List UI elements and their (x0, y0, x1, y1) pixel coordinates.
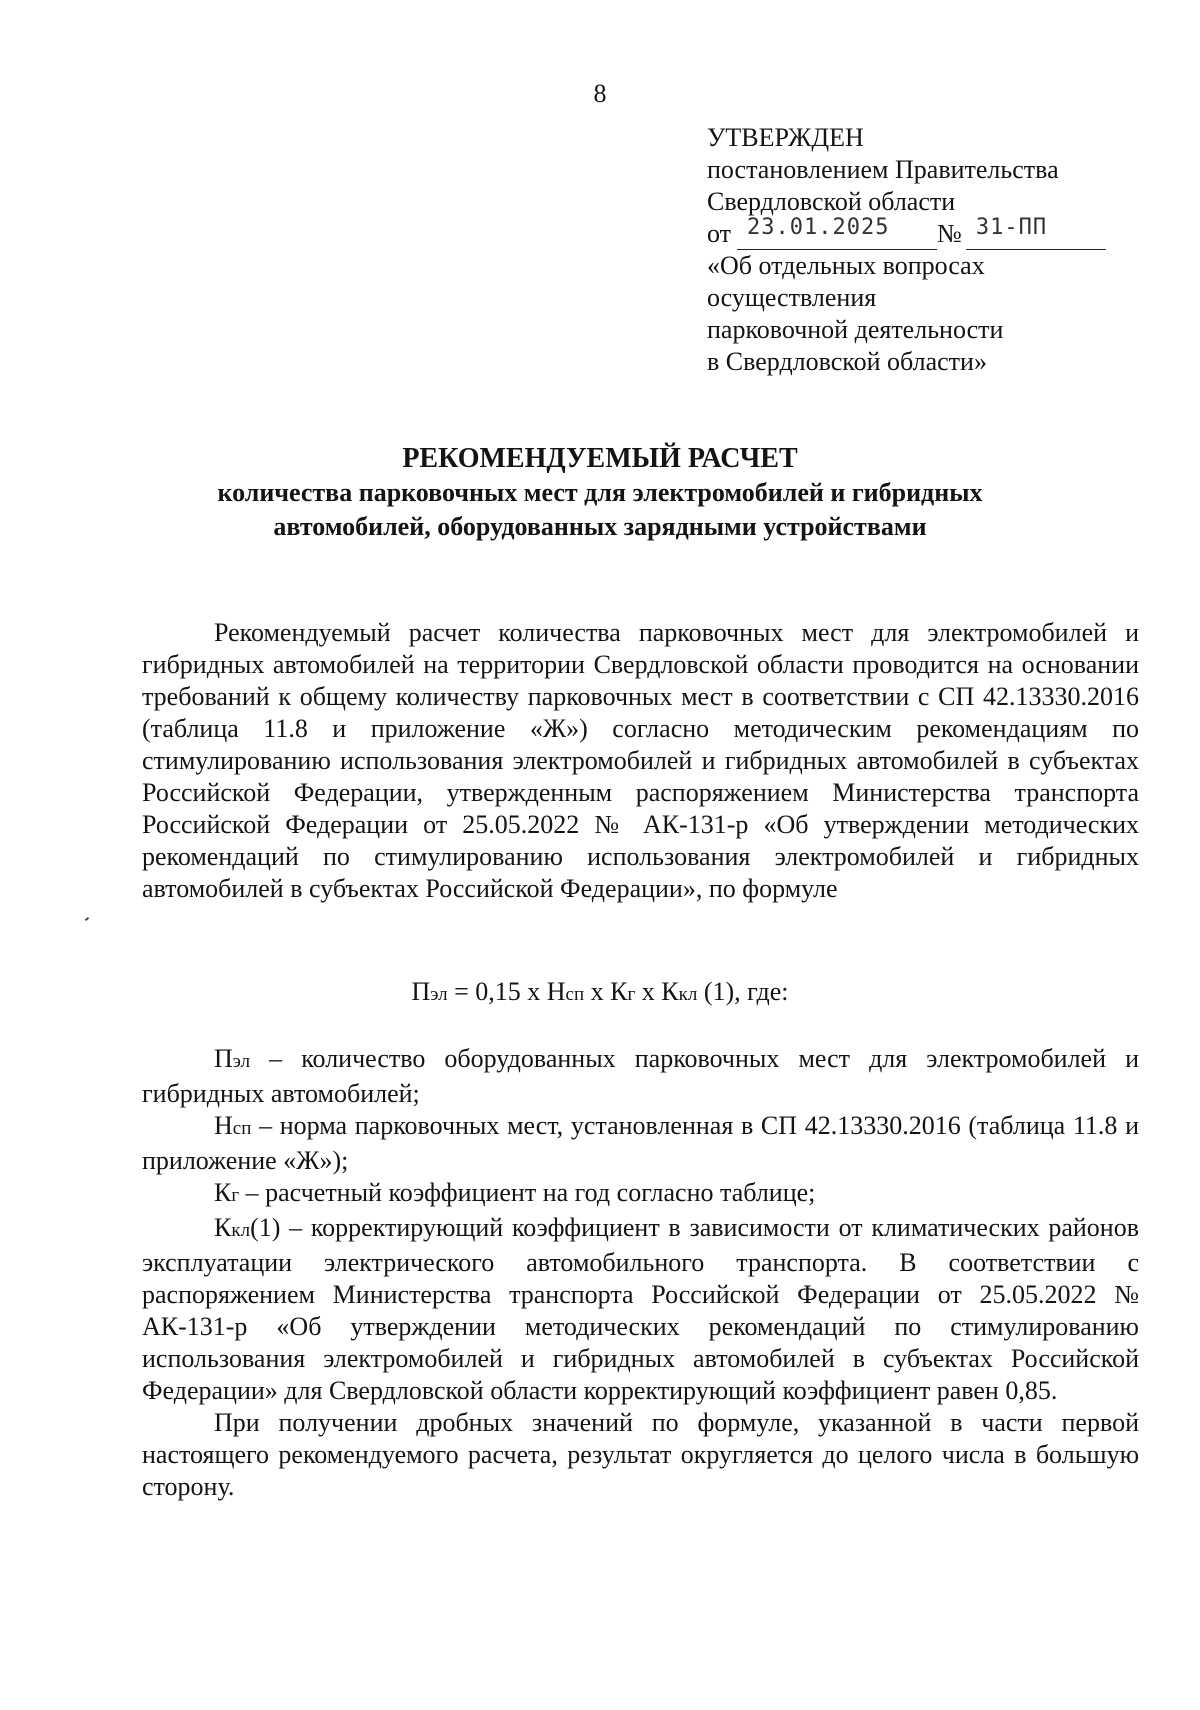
definition-item (142, 1212, 1139, 1407)
approval-date-number-line (707, 215, 1147, 250)
page-number: 8 (593, 79, 607, 108)
formula-symbol: Н (546, 977, 566, 1006)
formula-subscript: г (627, 984, 636, 1005)
approval-heading: УТВЕРЖДЕН (707, 123, 864, 152)
approval-stamp-block (707, 122, 1147, 378)
approval-line: постановлением Правительства (707, 155, 1059, 184)
definition-symbol: Кг (214, 1178, 240, 1207)
number-prefix: № (937, 219, 962, 248)
approval-subject-line: «Об отдельных вопросах (707, 251, 985, 280)
number-field (966, 215, 1106, 250)
approval-subject-line: в Свердловской области» (707, 347, 987, 376)
definition-symbol: Нсп (214, 1111, 252, 1140)
formula-line (0, 976, 1200, 1011)
title-subline: количества парковочных мест для электромобилей и гибридных (217, 478, 983, 507)
date-value: 23.01.2025 (747, 215, 890, 240)
formula-subscript: кл (678, 984, 698, 1005)
definition-symbol: Ккл (214, 1213, 251, 1242)
formula-subscript: сп (565, 984, 585, 1005)
formula-subscript: эл (430, 984, 448, 1005)
approval-subject-line: парковочной деятельности (707, 315, 1004, 344)
formula-text: (1), где: (697, 977, 789, 1006)
number-value: 31-ПП (975, 215, 1048, 240)
scan-mark (85, 917, 89, 921)
definition-item (142, 1043, 1139, 1110)
document-title (120, 442, 1080, 544)
definitions-section (142, 1043, 1139, 1503)
intro-paragraph: Рекомендуемый расчет количества парковочных мест для электромобилей и гибридных автомобилей на территории Свердловской области проводится на основании требований к общему количеству парковочных мест в соответствии с СП 42.13330.2016 (таблица 11.8 и приложение «Ж») согласно методическим рекомендациям по стимулированию использования электромобилей и гибридных автомобилей в субъектах Российской Федерации, утвержденным распоряжением Министерства транспорта Российской Федерации от 25.05.2022 № АК-131-р «Об утверждении методических рекомендаций по стимулированию использования электромобилей и гибридных автомобилей в субъектах Российской Федерации», по формуле (142, 618, 1139, 903)
formula-text: = 0,15 х (447, 977, 547, 1006)
definition-text: – расчетный коэффициент на год согласно таблице; (239, 1178, 816, 1207)
date-field (737, 215, 937, 250)
title-main: РЕКОМЕНДУЕМЫЙ РАСЧЕТ (402, 443, 798, 474)
formula-text: х (635, 977, 662, 1006)
formula-symbol: К (610, 977, 628, 1006)
formula-symbol: П (411, 977, 431, 1006)
definition-item (142, 1110, 1139, 1177)
definition-text: (1) – корректирующий коэффициент в зависимости от климатических районов эксплуатации электрического автомобильного транспорта. В соответствии с распоряжением Министерства транспорта Российской Федерации от 25.05.2022 № АК-131-р «Об утверждении методических рекомендаций по стимулированию использования электромобилей и гибридных автомобилей в субъектах Российской Федерации» для Свердловской области корректирующий коэффициент равен 0,85. (142, 1213, 1139, 1405)
approval-subject-line: осуществления (707, 283, 877, 312)
definition-text: – количество оборудованных парковочных мест для электромобилей и гибридных автомобилей; (142, 1044, 1139, 1108)
rounding-paragraph: При получении дробных значений по формуле, указанной в части первой настоящего рекомендуемого расчета, результат округляется до целого числа в большую сторону. (142, 1408, 1139, 1501)
intro-section (142, 617, 1139, 905)
definition-text: – норма парковочных мест, установленная в СП 42.13330.2016 (таблица 11.8 и приложение «Ж»); (142, 1111, 1139, 1175)
formula-symbol: К (661, 977, 679, 1006)
formula-text: х (584, 977, 611, 1006)
definition-symbol: Пэл (214, 1044, 251, 1073)
title-subline: автомобилей, оборудованных зарядными устройствами (273, 512, 927, 541)
approval-line: Свердловской области (707, 187, 956, 216)
definition-item (142, 1177, 1139, 1212)
date-prefix: от (707, 219, 732, 248)
